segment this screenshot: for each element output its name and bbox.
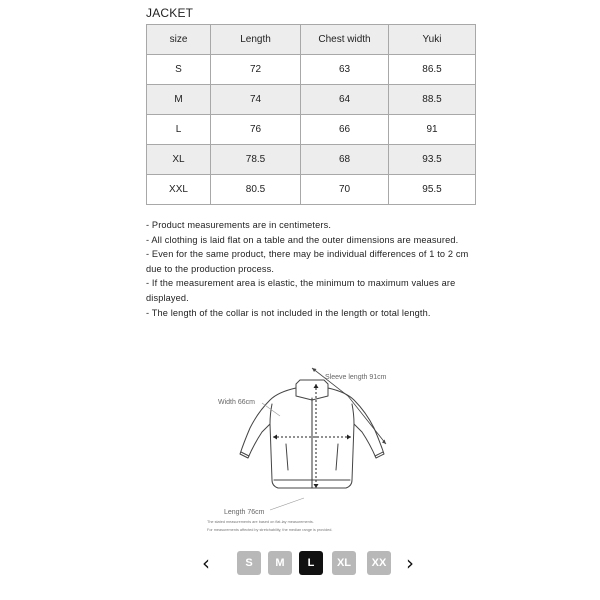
table-cell: XXL <box>147 175 211 205</box>
header-length: Length <box>211 25 301 55</box>
size-chip-m[interactable]: M <box>268 551 292 575</box>
table-cell: 86.5 <box>389 55 476 85</box>
table-cell: 72 <box>211 55 301 85</box>
table-row <box>147 175 476 205</box>
table-cell: XL <box>147 145 211 175</box>
table-cell: 70 <box>301 175 389 205</box>
note-line: - All clothing is laid flat on a table and the outer dimensions are measured. <box>146 234 459 245</box>
table-row <box>147 115 476 145</box>
table-cell: 80.5 <box>211 175 301 205</box>
table-cell: 78.5 <box>211 145 301 175</box>
note-line: - If the measurement area is elastic, the minimum to maximum values are displayed. <box>146 278 456 303</box>
table-cell: 91 <box>389 115 476 145</box>
chevron-left-icon[interactable]: ‹ <box>202 551 210 575</box>
table-cell: L <box>147 115 211 145</box>
table-cell: 64 <box>301 85 389 115</box>
header-size: size <box>147 25 211 55</box>
fine-print: The stated measurements are based on flat-lay measurements. <box>207 520 314 524</box>
fine-print: For measurements affected by stretchability, the median range is provided. <box>207 528 333 532</box>
note-line: - Product measurements are in centimeters. <box>146 220 332 230</box>
table-cell: 88.5 <box>389 85 476 115</box>
size-chip-l[interactable]: L <box>299 551 323 575</box>
size-chip-s[interactable]: S <box>237 551 261 575</box>
table-row <box>147 85 476 115</box>
sleeve-length-label: Sleeve length 91cm <box>325 374 387 381</box>
table-cell: 63 <box>301 55 389 85</box>
width-label: Width 66cm <box>218 399 255 406</box>
table-cell: 68 <box>301 145 389 175</box>
table-header-row <box>147 25 476 55</box>
header-chest-width: Chest width <box>301 25 389 55</box>
table-cell: S <box>147 55 211 85</box>
measurement-notes <box>146 218 486 320</box>
header-yuki: Yuki <box>389 25 476 55</box>
table-cell: 95.5 <box>389 175 476 205</box>
page-title: JACKET <box>146 6 194 20</box>
table-cell: 93.5 <box>389 145 476 175</box>
note-line: - The length of the collar is not included in the length or total length. <box>146 307 431 318</box>
table-cell: 76 <box>211 115 301 145</box>
table-row <box>147 145 476 175</box>
size-table <box>146 24 476 205</box>
table-row <box>147 55 476 85</box>
size-chip-xx[interactable]: XX <box>367 551 391 575</box>
jacket-measurement-diagram <box>200 358 420 538</box>
table-cell: M <box>147 85 211 115</box>
table-cell: 66 <box>301 115 389 145</box>
note-line: - Even for the same product, there may be individual differences of 1 to 2 cm due to the production process. <box>146 249 469 274</box>
size-chip-xl[interactable]: XL <box>332 551 356 575</box>
table-cell: 74 <box>211 85 301 115</box>
length-label: Length 76cm <box>224 509 265 516</box>
chevron-right-icon[interactable]: › <box>406 551 414 575</box>
